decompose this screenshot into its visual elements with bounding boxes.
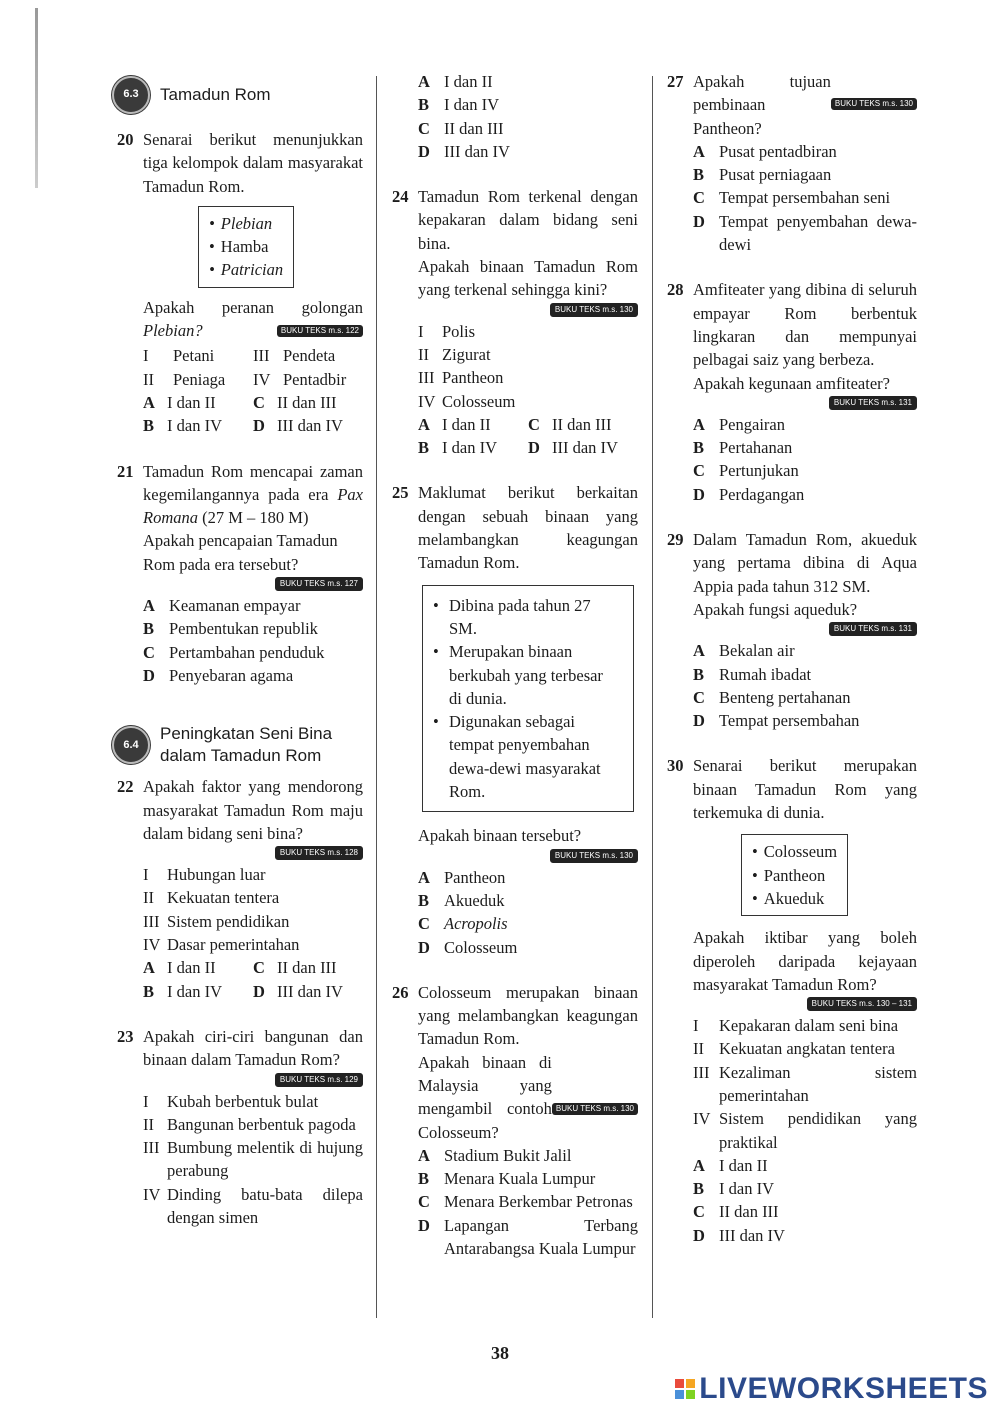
logo-square <box>686 1390 695 1399</box>
answer-option-d[interactable] <box>693 1224 917 1247</box>
option-letter: A <box>693 641 705 661</box>
answer-option-d[interactable] <box>253 414 363 437</box>
option-letter: D <box>693 211 705 231</box>
answer-option-d[interactable] <box>693 483 917 506</box>
question-29 <box>667 528 917 732</box>
textbook-reference: BUKU TEKS m.s. 131 <box>829 396 917 410</box>
roman-label: II <box>143 369 154 389</box>
option-text: II dan III <box>444 118 504 138</box>
option-letter: B <box>693 165 705 185</box>
textbook-reference: BUKU TEKS m.s. 122 <box>277 325 363 337</box>
option-text: III dan IV <box>444 141 510 161</box>
option-letter: A <box>693 141 705 161</box>
roman-label: III <box>693 1062 710 1082</box>
roman-label: I <box>143 346 149 366</box>
option-letter: A <box>418 1145 430 1165</box>
column-3 <box>667 70 917 1247</box>
roman-label: IV <box>693 1109 711 1129</box>
option-text: Pertambahan penduduk <box>169 642 325 662</box>
option-text: I dan II <box>444 72 493 91</box>
option-letter: B <box>418 890 430 910</box>
roman-label: III <box>418 368 435 388</box>
option-text: III dan IV <box>277 981 343 1001</box>
roman-label: IV <box>418 391 436 411</box>
textbook-reference: BUKU TEKS m.s. 130 <box>550 303 638 317</box>
liveworksheets-logo-icon <box>675 1379 695 1399</box>
option-text: Tempat penyembahan dewa-dewi <box>719 211 917 255</box>
option-text: Keamanan empayar <box>169 596 301 616</box>
question-number: 23 <box>117 1026 134 1046</box>
roman-label: II <box>418 344 429 364</box>
info-box <box>198 206 294 288</box>
option-letter: A <box>143 392 155 412</box>
option-letter: A <box>418 867 430 887</box>
section-badge: 6.3 <box>112 76 150 114</box>
option-letter: D <box>693 711 705 731</box>
option-text: I dan II <box>167 392 216 412</box>
section-6-4 <box>112 723 363 767</box>
answer-option-c[interactable] <box>253 956 363 979</box>
option-letter: D <box>253 981 265 1001</box>
column-divider-1 <box>376 76 377 1318</box>
question-prompt: Apakah binaan di Malaysia yang mengambil contoh Colosseum? <box>418 1052 552 1142</box>
option-text: II dan III <box>552 414 612 434</box>
option-text: Colosseum <box>444 937 518 957</box>
answer-option-b[interactable] <box>418 436 528 459</box>
answer-option-c[interactable] <box>693 686 917 709</box>
answer-option-c[interactable] <box>143 641 363 664</box>
roman-option: Kekuatan tentera <box>167 888 280 908</box>
option-text: II dan III <box>719 1202 779 1222</box>
answer-option-b[interactable] <box>143 980 253 1003</box>
option-letter: C <box>528 414 540 434</box>
roman-label: III <box>253 346 270 366</box>
option-text: II dan III <box>277 958 337 978</box>
logo-square <box>675 1390 684 1399</box>
answer-option-c[interactable] <box>418 912 638 935</box>
option-text: Pertunjukan <box>719 461 799 481</box>
roman-option: Zigurat <box>442 344 491 364</box>
option-letter: C <box>693 461 705 481</box>
answer-option-a[interactable] <box>693 1154 917 1177</box>
answer-option-d[interactable] <box>418 1214 638 1261</box>
question-22 <box>117 775 363 1003</box>
answer-option-b[interactable] <box>418 93 638 116</box>
answer-option-a[interactable] <box>693 639 917 662</box>
roman-option: Pentadbir <box>283 369 347 389</box>
textbook-reference: BUKU TEKS m.s. 130 – 131 <box>807 997 917 1011</box>
question-stem: Senarai berikut merupakan binaan Tamadun Rom yang terkemuka di dunia. <box>693 756 917 823</box>
question-stem: Apakah faktor yang mendorong masyarakat Tamadun Rom maju dalam bidang seni bina? <box>143 777 363 843</box>
page-number: 38 <box>491 1343 509 1363</box>
question-30 <box>667 754 917 1247</box>
box-item: Dibina pada tahun 27 SM. <box>449 595 591 638</box>
info-box: • Dibina pada tahun 27 SM. • Merupakan binaan berkubah yang terbesar di dunia. • Digunakan sebagai tempat penyembahan dewa-dewi masyarakat Rom. <box>422 585 634 813</box>
roman-label: II <box>143 1114 154 1134</box>
option-letter: B <box>418 95 430 115</box>
question-stem: Colosseum merupakan binaan yang melambangkan keagungan Tamadun Rom. <box>418 982 638 1049</box>
answer-option-c[interactable] <box>693 186 917 209</box>
answer-option-d[interactable] <box>418 140 638 163</box>
logo-text: LIVEWORKSHEETS <box>699 1372 988 1405</box>
logo-square <box>686 1379 695 1388</box>
option-text: Rumah ibadat <box>719 664 812 684</box>
option-text: I dan IV <box>167 416 222 436</box>
answer-option-d[interactable] <box>693 210 917 257</box>
box-item: • Colosseum <box>752 840 837 863</box>
answer-option-d[interactable] <box>418 936 638 959</box>
answer-option-d[interactable] <box>528 436 638 459</box>
question-stem: Apakah tujuan pembinaan Pantheon? <box>693 72 831 138</box>
option-text: II dan III <box>277 392 337 412</box>
answer-option-b[interactable] <box>143 414 253 437</box>
answer-option-b[interactable] <box>143 617 363 640</box>
option-letter: B <box>143 416 155 436</box>
option-text: III dan IV <box>719 1225 785 1245</box>
question-prompt: Apakah binaan tersebut? <box>418 826 582 846</box>
textbook-reference: BUKU TEKS m.s. 127 <box>275 577 363 591</box>
answer-option-a[interactable] <box>143 391 253 414</box>
question-stem: Maklumat berikut berkaitan dengan sebuah binaan yang melambangkan keagungan Tamadun Rom. <box>418 483 638 573</box>
answer-option-b[interactable] <box>693 663 917 686</box>
question-stem: Tamadun Rom mencapai zaman kegemilangannya pada era <box>143 461 363 504</box>
question-25 <box>392 481 638 958</box>
column-1 <box>117 70 363 1229</box>
question-23-options <box>392 70 638 163</box>
option-letter: B <box>693 438 705 458</box>
answer-option-a[interactable] <box>418 866 638 889</box>
textbook-reference: BUKU TEKS m.s. 130 <box>831 98 917 110</box>
answer-option-a[interactable] <box>143 956 253 979</box>
option-letter: B <box>693 1179 705 1199</box>
box-item: • Pantheon <box>752 864 837 887</box>
question-number: 20 <box>117 130 134 149</box>
option-text: Pantheon <box>444 867 506 887</box>
roman-option: Peniaga <box>173 369 226 389</box>
option-text: I dan II <box>442 414 491 434</box>
info-box <box>741 834 848 916</box>
option-text: I dan IV <box>444 95 499 115</box>
answer-option-c[interactable] <box>528 413 638 436</box>
option-text: Pusat perniagaan <box>719 165 832 185</box>
question-prompt: Apakah peranan golongan <box>143 297 363 317</box>
question-20 <box>117 128 363 438</box>
option-text: I dan II <box>167 958 216 978</box>
answer-option-d[interactable] <box>143 664 363 687</box>
option-text: Lapangan Terbang Antarabangsa Kuala Lumpur <box>444 1215 638 1259</box>
answer-option-d[interactable] <box>693 709 917 732</box>
question-number: 25 <box>392 483 409 503</box>
question-number: 24 <box>392 187 409 207</box>
option-text: Pertahanan <box>719 438 793 458</box>
question-stem: Tamadun Rom terkenal dengan kepakaran dalam bidang seni bina. <box>418 187 638 253</box>
question-prompt: Apakah pencapaian Tamadun Rom pada era tersebut? <box>143 531 338 574</box>
option-text: Acropolis <box>444 914 508 934</box>
option-text: I dan IV <box>442 438 497 458</box>
question-number: 21 <box>117 461 134 481</box>
question-23 <box>117 1025 363 1229</box>
box-item: • Patrician <box>209 258 283 281</box>
logo-square <box>675 1379 684 1388</box>
roman-option: Pantheon <box>442 368 504 388</box>
roman-label: I <box>418 321 424 341</box>
question-stem-term: Pax Romana <box>143 484 363 528</box>
answer-option-c[interactable] <box>418 117 638 140</box>
roman-option: Dasar pemerintahan <box>167 935 300 955</box>
box-item: • Hamba <box>209 235 283 258</box>
option-letter: B <box>143 619 155 639</box>
option-text: Pengairan <box>719 414 785 434</box>
option-letter: C <box>418 1192 430 1212</box>
roman-option: Sistem pendidikan <box>167 911 290 931</box>
question-stem: Apakah ciri-ciri bangunan dan binaan dalam Tamadun Rom? <box>143 1026 363 1070</box>
option-letter: C <box>253 958 265 978</box>
question-number: 28 <box>667 280 684 300</box>
option-letter: A <box>143 958 155 978</box>
question-prompt: Apakah binaan Tamadun Rom yang terkenal sehingga kini? <box>418 257 638 300</box>
answer-option-b[interactable] <box>418 1167 638 1190</box>
answer-option-a[interactable] <box>693 140 917 163</box>
option-text: Tempat persembahan <box>719 711 860 731</box>
question-26 <box>392 981 638 1261</box>
roman-option: Bumbung melentik di hujung perabung <box>167 1138 363 1181</box>
roman-option: Sistem pendidikan yang praktikal <box>719 1109 917 1152</box>
roman-option: Kekuatan angkatan tentera <box>719 1039 895 1059</box>
option-letter: B <box>418 438 430 458</box>
option-letter: D <box>693 1225 705 1245</box>
roman-label: III <box>143 911 160 931</box>
roman-option: Kubah berbentuk bulat <box>167 1091 319 1111</box>
option-letter: C <box>693 687 705 707</box>
section-badge: 6.4 <box>112 726 150 764</box>
option-letter: C <box>253 392 265 412</box>
option-letter: D <box>418 937 430 957</box>
option-letter: C <box>418 118 430 138</box>
answer-option-a[interactable] <box>418 413 528 436</box>
textbook-reference: BUKU TEKS m.s. 130 <box>550 849 638 863</box>
textbook-reference: BUKU TEKS m.s. 129 <box>275 1073 363 1087</box>
question-prompt: Apakah iktibar yang boleh diperoleh daripada kejayaan masyarakat Tamadun Rom? <box>693 928 917 994</box>
question-prompt-term: Plebian? <box>143 321 203 341</box>
roman-label: IV <box>143 935 161 955</box>
option-text: III dan IV <box>552 438 618 458</box>
question-prompt: Apakah kegunaan amfiteater? <box>693 373 890 393</box>
option-text: Tempat persembahan seni <box>719 188 891 208</box>
roman-label: II <box>143 888 154 908</box>
answer-option-b[interactable] <box>418 889 638 912</box>
question-number: 26 <box>392 982 409 1002</box>
option-letter: C <box>418 914 430 934</box>
question-number: 22 <box>117 777 134 797</box>
option-text: I dan IV <box>719 1179 774 1199</box>
textbook-reference: BUKU TEKS m.s. 128 <box>275 846 363 860</box>
option-letter: D <box>528 438 540 458</box>
question-24 <box>392 185 638 459</box>
answer-option-c[interactable] <box>253 391 363 414</box>
answer-option-b[interactable] <box>693 1177 917 1200</box>
roman-label: I <box>143 1091 149 1111</box>
option-text: Bekalan air <box>719 641 795 661</box>
option-letter: A <box>693 1155 705 1175</box>
option-letter: C <box>693 188 705 208</box>
option-letter: C <box>143 642 155 662</box>
roman-option: Dinding batu-bata dilepa dengan simen <box>167 1184 363 1227</box>
column-divider-2 <box>652 76 653 1318</box>
roman-option: Petani <box>173 346 215 366</box>
answer-option-b[interactable] <box>693 436 917 459</box>
roman-option: Kezaliman sistem pemerintahan <box>719 1062 917 1105</box>
question-number: 29 <box>667 530 684 550</box>
option-text: Pembentukan republik <box>169 619 318 639</box>
option-text: Akueduk <box>444 890 505 910</box>
liveworksheets-logo[interactable] <box>675 1372 988 1406</box>
roman-label: IV <box>253 369 271 389</box>
roman-option: Bangunan berbentuk pagoda <box>167 1114 356 1134</box>
answer-option-c[interactable] <box>693 1200 917 1223</box>
answer-option-c[interactable] <box>418 1190 638 1213</box>
answer-option-a[interactable] <box>693 413 917 436</box>
option-letter: A <box>693 414 705 434</box>
section-title: Peningkatan Seni Bina dalam Tamadun Rom <box>160 724 333 766</box>
roman-option: Colosseum <box>442 391 516 411</box>
option-text: Perdagangan <box>719 484 805 504</box>
box-item: • Akueduk <box>752 887 837 910</box>
box-item: Merupakan binaan berkubah yang terbesar di dunia. <box>449 642 603 708</box>
question-number: 30 <box>667 756 684 776</box>
option-text: Benteng pertahanan <box>719 687 851 707</box>
question-prompt: Apakah fungsi aqueduk? <box>693 599 858 619</box>
option-letter: A <box>143 596 155 616</box>
option-letter: A <box>418 72 430 91</box>
question-stem: Senarai berikut menunjukkan tiga kelompok dalam masyarakat Tamadun Rom. <box>143 130 363 196</box>
roman-option: Pendeta <box>283 346 336 366</box>
option-letter: B <box>693 664 705 684</box>
question-21 <box>117 460 363 688</box>
answer-option-a[interactable] <box>143 594 363 617</box>
roman-label: II <box>693 1039 704 1059</box>
option-letter: D <box>253 416 265 436</box>
question-27 <box>667 70 917 256</box>
scan-edge <box>35 8 38 188</box>
roman-option: Kepakaran dalam seni bina <box>719 1016 899 1036</box>
option-text: Menara Berkembar Petronas <box>444 1192 633 1212</box>
option-letter: B <box>143 981 155 1001</box>
roman-label: I <box>143 865 149 885</box>
answer-option-a[interactable] <box>418 1144 638 1167</box>
answer-option-b[interactable] <box>693 163 917 186</box>
option-text: III dan IV <box>277 416 343 436</box>
box-item: Digunakan sebagai tempat penyembahan dewa-dewi masyarakat Rom. <box>449 712 601 802</box>
question-stem-date: (27 M – 180 M) <box>202 508 309 528</box>
textbook-reference: BUKU TEKS m.s. 130 <box>552 1103 638 1115</box>
roman-label: I <box>693 1016 699 1036</box>
roman-label: IV <box>143 1184 161 1204</box>
option-letter: D <box>693 484 705 504</box>
question-28 <box>667 278 917 506</box>
option-text: I dan IV <box>167 981 222 1001</box>
column-2 <box>392 70 638 1260</box>
option-letter: D <box>143 665 155 685</box>
option-letter: D <box>418 141 430 161</box>
roman-label: III <box>143 1138 160 1158</box>
option-text: Pusat pentadbiran <box>719 141 837 161</box>
section-title: Tamadun Rom <box>160 85 271 104</box>
answer-option-a[interactable] <box>418 70 638 93</box>
roman-option: Polis <box>442 321 476 341</box>
section-6-3 <box>112 76 363 114</box>
option-text: Menara Kuala Lumpur <box>444 1169 596 1189</box>
roman-option: Hubungan luar <box>167 865 266 885</box>
question-number: 27 <box>667 72 684 91</box>
option-letter: D <box>418 1215 430 1235</box>
box-item: • Plebian <box>209 212 283 235</box>
question-stem: Amfiteater yang dibina di seluruh empayar Rom berbentuk lingkaran dan mempunyai pelbagai saiz yang berbeza. <box>693 280 917 370</box>
option-letter: A <box>418 414 430 434</box>
option-text: Penyebaran agama <box>169 665 294 685</box>
option-text: Stadium Bukit Jalil <box>444 1145 572 1165</box>
option-letter: C <box>693 1202 705 1222</box>
option-text: I dan II <box>719 1155 768 1175</box>
option-letter: B <box>418 1169 430 1189</box>
answer-option-d[interactable] <box>253 980 363 1003</box>
question-stem: Dalam Tamadun Rom, akueduk yang pertama dibina di Aqua Appia pada tahun 312 SM. <box>693 530 917 596</box>
textbook-reference: BUKU TEKS m.s. 131 <box>829 622 917 636</box>
answer-option-c[interactable] <box>693 459 917 482</box>
